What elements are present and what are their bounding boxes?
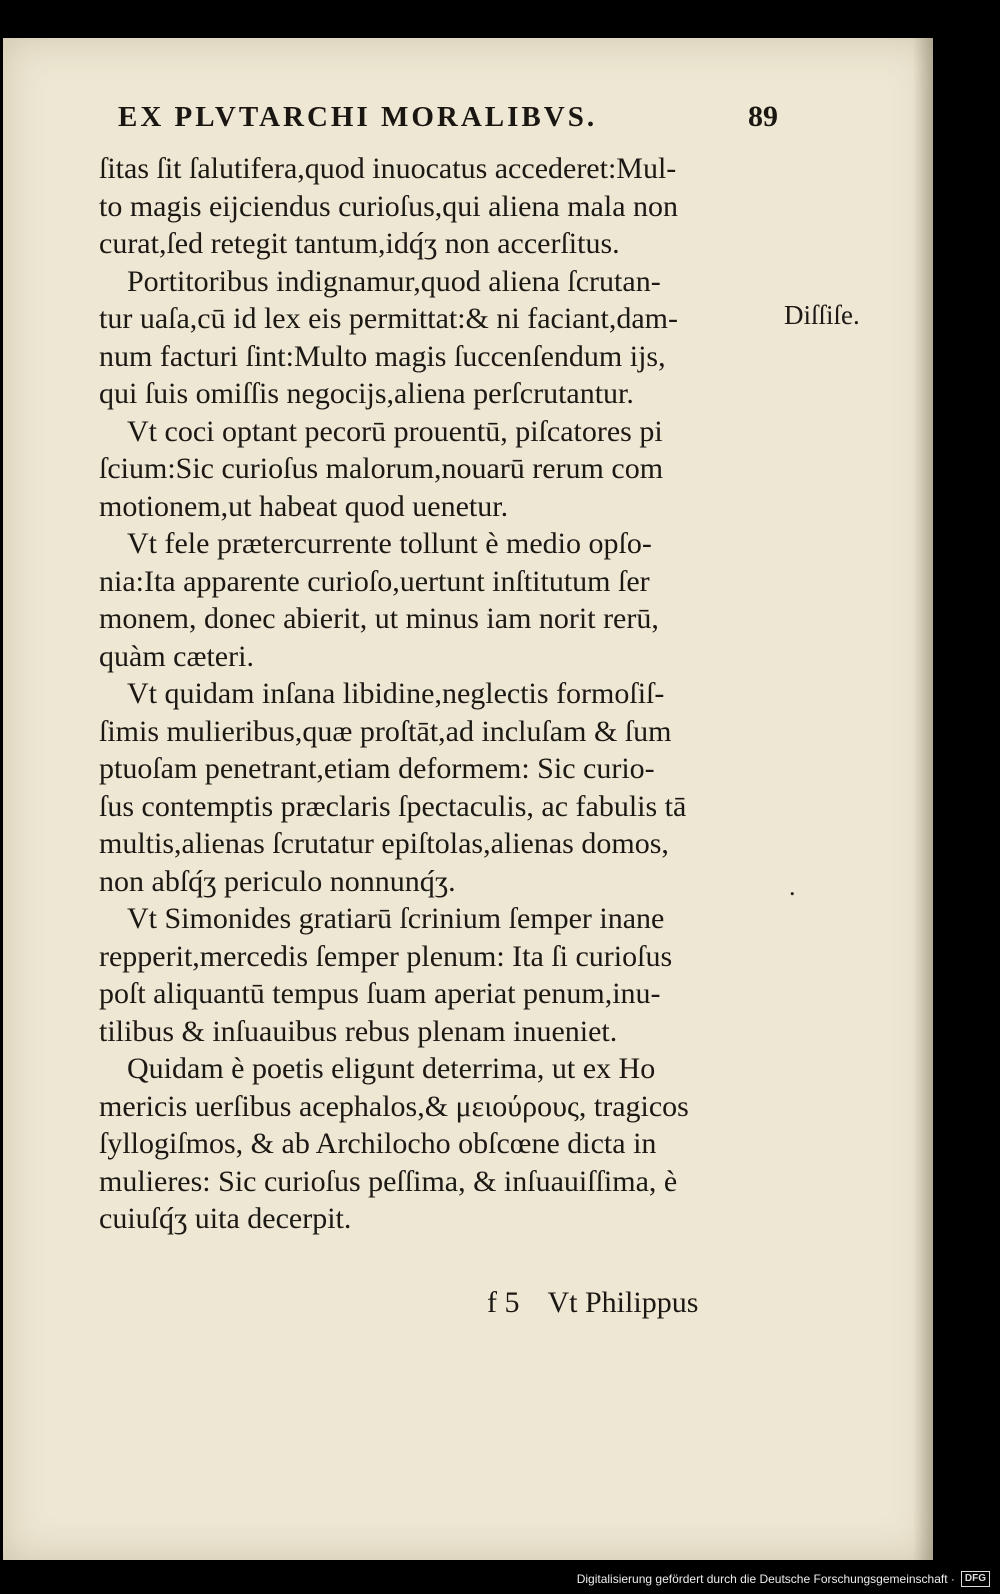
text-line: multis,alienas ſcrutatur epiſtolas,alienas domos, <box>99 827 669 860</box>
text-line: Quidam è poetis eligunt deterrima, ut ex Ho <box>127 1052 656 1085</box>
text-line: to magis eijciendus curioſus,qui aliena mala non <box>99 189 679 223</box>
text-line: mericis uerſibus acephalos,& μειούρους, tragicos <box>99 1089 689 1123</box>
page-number: 89 <box>748 100 778 133</box>
page-fold-shadow <box>913 38 933 1560</box>
text-line: ſcium:Sic curioſus malorum,nouarū rerum com <box>99 452 664 485</box>
text-line: non abſq́ʒ periculo nonnunq́ʒ. <box>99 864 456 898</box>
signature-mark: f 5 <box>487 1286 520 1319</box>
catchword-line <box>487 1286 787 1320</box>
text-line: Vt coci optant pecorū prouentū, piſcatores pi <box>127 414 663 448</box>
text-line: Vt Simonides gratiarū ſcrinium ſemper inane <box>127 902 665 935</box>
stray-mark: . <box>789 872 796 901</box>
body-text <box>99 150 789 1238</box>
catchword: Vt Philippus <box>547 1286 699 1319</box>
running-header <box>118 100 778 134</box>
dfg-logo-icon: DFG <box>961 1571 990 1587</box>
text-line: motionem,ut habeat quod uenetur. <box>99 489 509 523</box>
running-title: EX PLVTARCHI MORALIBVS. <box>118 101 598 133</box>
text-line: Portitoribus indignamur,quod aliena ſcrutan‑ <box>127 264 661 298</box>
text-line: monem, donec abierit, ut minus iam norit rerū, <box>99 602 659 635</box>
text-line: curat,ſed retegit tantum,idq́ʒ non accerſitus. <box>99 227 620 260</box>
text-line: qui ſuis omiſſis negocijs,aliena perſcrutantur. <box>99 377 634 410</box>
credit-text: Digitalisierung gefördert durch die Deutsche Forschungsgemeinschaft · <box>576 1572 955 1586</box>
text-line: ſimis mulieribus,quæ proſtāt,ad incluſam & ſum <box>99 714 672 748</box>
text-line: tur uaſa,cū id lex eis permittat:& ni faciant,dam‑ <box>99 302 678 335</box>
text-line: mulieres: Sic curioſus peſſima, & inſuauiſſima, è <box>99 1164 678 1198</box>
digitization-credit <box>577 1568 990 1590</box>
text-line: nia:Ita apparente curioſo,uertunt inſtitutum ſer <box>99 564 650 598</box>
text-line: num facturi ſint:Multo magis ſuccenſendum ijs, <box>99 339 666 373</box>
text-line: cuiuſq́ʒ uita decerpit. <box>99 1202 352 1235</box>
text-line: ptuoſam penetrant,etiam deformem: Sic curio‑ <box>99 752 655 785</box>
margin-note: Diſſiſe. <box>784 300 860 330</box>
text-line: quàm cæteri. <box>99 639 254 673</box>
text-line: Vt quidam inſana libidine,neglectis formoſiſ‑ <box>127 677 665 710</box>
text-line: Vt fele prætercurrente tollunt è medio opſo‑ <box>127 527 652 560</box>
text-line: ſyllogiſmos, & ab Archilocho obſcœne dicta in <box>99 1127 657 1160</box>
text-line: poſt aliquantū tempus ſuam aperiat penum,inu‑ <box>99 977 661 1010</box>
text-line: ſitas ſit ſalutifera,quod inuocatus accederet:Mul‑ <box>99 152 677 185</box>
text-line: repperit,mercedis ſemper plenum: Ita ſi curioſus <box>99 939 673 973</box>
text-line: tilibus & inſuauibus rebus plenam inueniet. <box>99 1014 618 1048</box>
text-line: ſus contemptis præclaris ſpectaculis, ac fabulis tā <box>99 789 687 823</box>
